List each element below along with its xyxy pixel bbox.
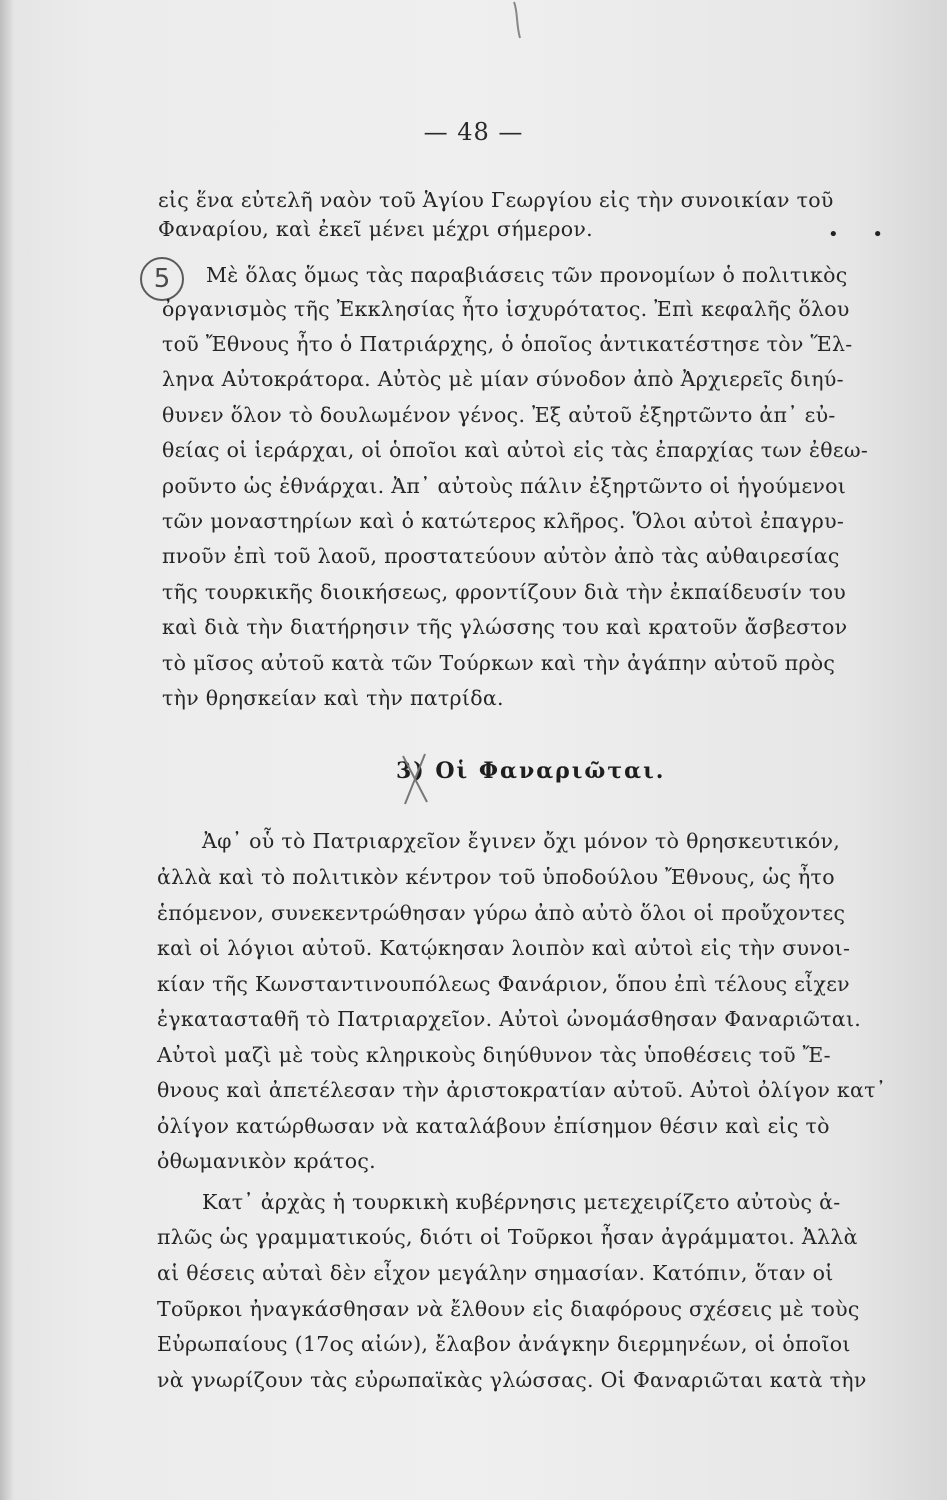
text-line: Μὲ ὅλας ὅμως τὰς παραβιάσεις τῶν προνομίων ὁ πολιτικὸς	[206, 263, 848, 287]
text-line: Αὐτοὶ μαζὶ μὲ τοὺς κληρικοὺς διηύθυνον τὰς ὑποθέσεις τοῦ Ἔ-	[157, 1043, 831, 1067]
text-line: Ἀφ᾿ οὗ τὸ Πατριαρχεῖον ἔγινεν ὄχι μόνον τὸ θρησκευτικόν,	[202, 829, 841, 853]
text-line: πνοῦν ἐπὶ τοῦ λαοῦ, προστατεύουν αὐτὸν ἀπὸ τὰς αὐθαιρεσίας	[162, 544, 840, 568]
margin-mark: 5	[140, 257, 184, 301]
text-line: τῆς τουρκικῆς διοικήσεως, φροντίζουν διὰ τὴν ἐκπαίδευσίν του	[162, 580, 847, 604]
text-line: αἱ θέσεις αὐταὶ δὲν εἶχον μεγάλην σημασίαν. Κατόπιν, ὅταν οἱ	[157, 1261, 834, 1285]
text-line: τῶν μοναστηρίων καὶ ὁ κατώτερος κλῆρος. Ὅλοι αὐτοὶ ἐπαγρυ-	[162, 509, 845, 533]
text-line: Εὐρωπαίους (17ος αἰών), ἔλαβον ἀνάγκην διερμηνέων, οἱ ὁποῖοι	[157, 1332, 851, 1356]
section-heading: 3) Οἱ Φαναριῶται.	[396, 758, 666, 784]
text-line: κίαν τῆς Κωνσταντινουπόλεως Φανάριον, ὅπου ἐπὶ τέλους εἶχεν	[157, 972, 850, 996]
ink-dots-icon: • •	[828, 224, 897, 245]
text-line: τὸ μῖσος αὐτοῦ κατὰ τῶν Τούρκων καὶ τὴν ἀγάπην αὐτοῦ πρὸς	[162, 651, 836, 675]
text-line: θυνεν ὅλον τὸ δουλωμένον γένος. Ἐξ αὐτοῦ ἐξηρτῶντο ἀπ᾿ εὐ-	[162, 403, 836, 427]
text-line: πλῶς ὡς γραμματικούς, διότι οἱ Τοῦρκοι ἦσαν ἀγράμματοι. Ἀλλὰ	[157, 1225, 858, 1249]
pencil-x-icon	[395, 748, 435, 808]
text-line: Κατ᾿ ἀρχὰς ἡ τουρκικὴ κυβέρνησις μετεχειρίζετο αὐτοὺς ἁ-	[202, 1190, 841, 1214]
text-line: ληνα Αὐτοκράτορα. Αὐτὸς μὲ μίαν σύνοδον ἀπὸ Ἀρχιερεῖς διηύ-	[162, 367, 844, 391]
text-line: καὶ οἱ λόγιοι αὐτοῦ. Κατῴκησαν λοιπὸν καὶ αὐτοὶ εἰς τὴν συνοι-	[157, 936, 851, 960]
text-line: ὀργανισμὸς τῆς Ἐκκλησίας ἦτο ἰσχυρότατος. Ἐπὶ κεφαλῆς ὅλου	[162, 297, 850, 321]
text-line: ἑπόμενον, συνεκεντρώθησαν γύρω ἀπὸ αὐτὸ ὅλοι οἱ προὔχοντες	[157, 901, 846, 925]
text-line: τοῦ Ἔθνους ἦτο ὁ Πατριάρχης, ὁ ὁποῖος ἀντικατέστησε τὸν Ἕλ-	[162, 332, 853, 356]
page-edge-shadow	[0, 0, 14, 1500]
text-line: θνους καὶ ἀπετέλεσαν τὴν ἀριστοκρατίαν αὐτοῦ. Αὐτοὶ ὀλίγον κατ᾿	[157, 1078, 887, 1102]
text-line: ὀλίγον κατώρθωσαν νὰ καταλάβουν ἐπίσημον θέσιν καὶ εἰς τὸ	[157, 1114, 830, 1138]
pencil-stroke-icon	[508, 0, 528, 40]
text-line: ἐγκατασταθῆ τὸ Πατριαρχεῖον. Αὐτοὶ ὠνομάσθησαν Φαναριῶται.	[157, 1007, 862, 1031]
text-line: καὶ διὰ τὴν διατήρησιν τῆς γλώσσης του καὶ κρατοῦν ἄσβεστον	[162, 615, 848, 639]
text-line: θείας οἱ ἱεράρχαι, οἱ ὁποῖοι καὶ αὐτοὶ εἰς τὰς ἐπαρχίας των ἐθεω-	[162, 438, 869, 462]
text-line: Φαναρίου, καὶ ἐκεῖ μένει μέχρι σήμερον.	[158, 217, 593, 241]
page-number: — 48 —	[423, 118, 524, 146]
text-line: Τοῦρκοι ἠναγκάσθησαν νὰ ἔλθουν εἰς διαφόρους σχέσεις μὲ τοὺς	[157, 1297, 860, 1321]
text-line: ὀθωμανικὸν κράτος.	[157, 1149, 376, 1173]
text-line: εἰς ἕνα εὐτελῆ ναὸν τοῦ Ἁγίου Γεωργίου εἰς τὴν συνοικίαν τοῦ	[158, 188, 834, 212]
text-line: ροῦντο ὡς ἐθνάρχαι. Ἀπ᾿ αὐτοὺς πάλιν ἐξηρτῶντο οἱ ἡγούμενοι	[162, 474, 847, 498]
text-line: ἀλλὰ καὶ τὸ πολιτικὸν κέντρον τοῦ ὑποδούλου Ἔθνους, ὡς ἦτο	[157, 865, 835, 889]
text-line: τὴν θρησκείαν καὶ τὴν πατρίδα.	[162, 686, 504, 710]
text-line: νὰ γνωρίζουν τὰς εὐρωπαϊκὰς γλώσσας. Οἱ Φαναριῶται κατὰ τὴν	[157, 1368, 867, 1392]
